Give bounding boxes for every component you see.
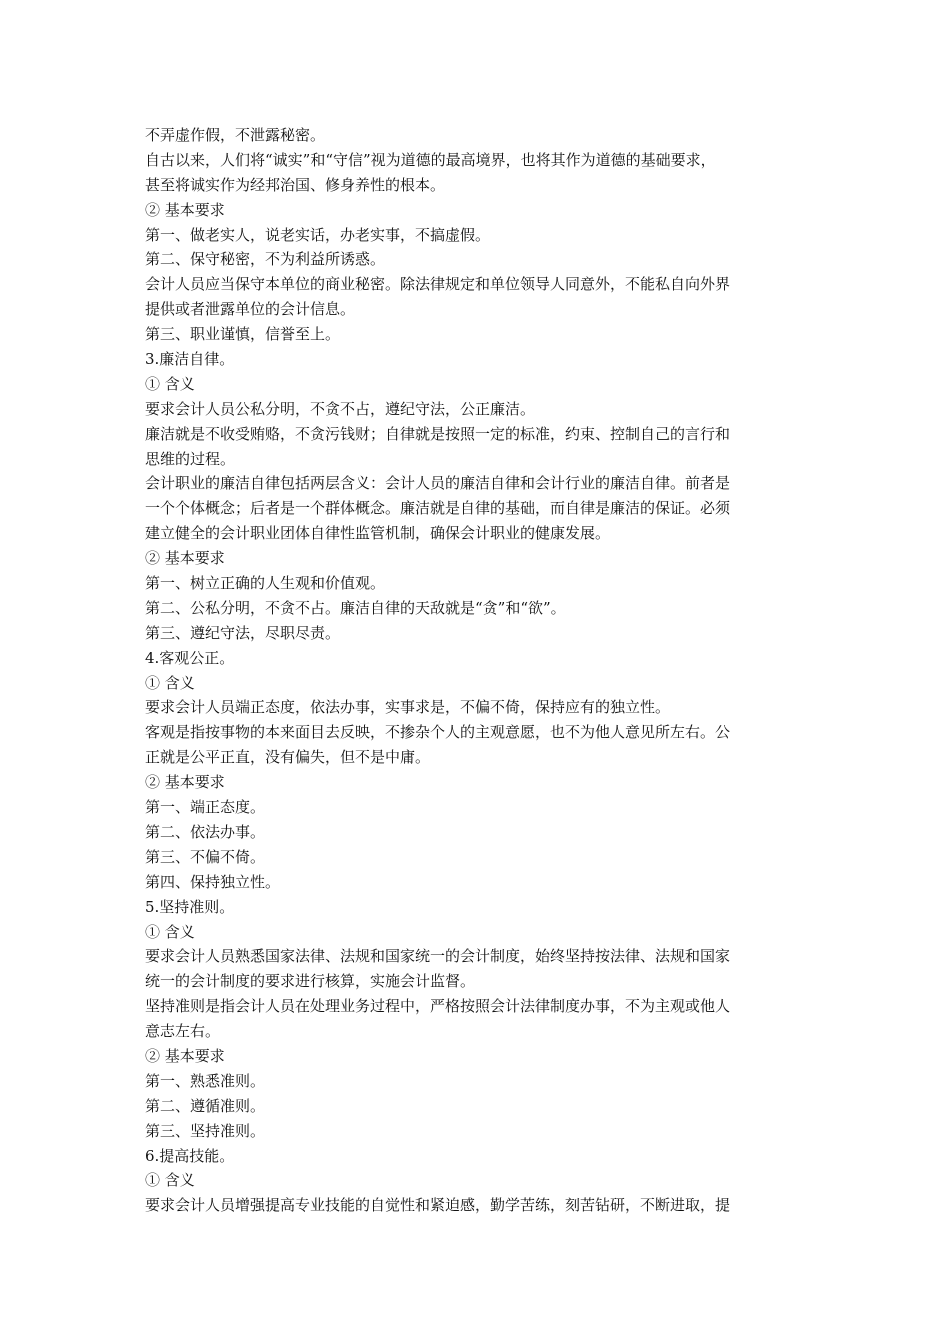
text-line: 思维的过程。 xyxy=(145,449,236,468)
text-line: ① 含义 xyxy=(145,922,195,941)
text-line: 统一的会计制度的要求进行核算，实施会计监督。 xyxy=(145,972,476,991)
text-line: ② 基本要求 xyxy=(145,773,225,792)
text-line: 第三、坚持准则。 xyxy=(145,1121,266,1140)
text-line: 意志左右。 xyxy=(145,1022,221,1041)
text-line: 甚至将诚实作为经邦治国、修身养性的根本。 xyxy=(145,175,446,194)
text-line: 会计职业的廉洁自律包括两层含义：会计人员的廉洁自律和会计行业的廉洁自律。前者是 xyxy=(145,474,731,493)
text-line: 第一、做老实人，说老实话，办老实事，不搞虚假。 xyxy=(145,225,491,244)
text-line: 要求会计人员端正态度，依法办事，实事求是，不偏不倚，保持应有的独立性。 xyxy=(145,698,671,717)
text-line: 正就是公平正直，没有偏失，但不是中庸。 xyxy=(145,748,431,767)
document-body xyxy=(145,123,810,1218)
text-line: 第四、保持独立性。 xyxy=(145,872,281,891)
text-line: 第三、职业谨慎，信誉至上。 xyxy=(145,325,341,344)
text-line: 4.客观公正。 xyxy=(145,648,235,667)
text-line: 一个个体概念；后者是一个群体概念。廉洁就是自律的基础，而自律是廉洁的保证。必须 xyxy=(145,499,731,518)
text-line: 会计人员应当保守本单位的商业秘密。除法律规定和单位领导人同意外，不能私自向外界 xyxy=(145,275,731,294)
text-line: 要求会计人员增强提高专业技能的自觉性和紧迫感，勤学苦练，刻苦钻研，不断进取，提 xyxy=(145,1196,731,1215)
text-line: 第三、遵纪守法，尽职尽责。 xyxy=(145,623,341,642)
text-line: 第三、不偏不倚。 xyxy=(145,847,266,866)
text-line: ② 基本要求 xyxy=(145,1046,225,1065)
text-line: 要求会计人员公私分明，不贪不占，遵纪守法，公正廉洁。 xyxy=(145,399,536,418)
text-line: 自古以来，人们将“诚实”和“守信”视为道德的最高境界，也将其作为道德的基础要求， xyxy=(145,150,716,169)
text-line: 廉洁就是不收受贿赂，不贪污钱财；自律就是按照一定的标准，约束、控制自己的言行和 xyxy=(145,424,731,443)
text-line: ② 基本要求 xyxy=(145,200,225,219)
text-line: ① 含义 xyxy=(145,1171,195,1190)
text-line: 第二、保守秘密，不为利益所诱惑。 xyxy=(145,250,386,269)
text-line: 3.廉洁自律。 xyxy=(145,350,235,369)
text-line: 建立健全的会计职业团体自律性监管机制，确保会计职业的健康发展。 xyxy=(145,524,611,543)
text-line: ① 含义 xyxy=(145,673,195,692)
text-line: 客观是指按事物的本来面目去反映，不掺杂个人的主观意愿，也不为他人意见所左右。公 xyxy=(145,723,731,742)
text-line: 第一、端正态度。 xyxy=(145,798,266,817)
text-line: 第二、依法办事。 xyxy=(145,822,266,841)
text-line: 要求会计人员熟悉国家法律、法规和国家统一的会计制度，始终坚持按法律、法规和国家 xyxy=(145,947,731,966)
text-line: 6.提高技能。 xyxy=(145,1146,235,1165)
text-line: 第二、公私分明，不贪不占。廉洁自律的天敌就是“贪”和“欲”。 xyxy=(145,598,566,617)
text-line: 坚持准则是指会计人员在处理业务过程中，严格按照会计法律制度办事，不为主观或他人 xyxy=(145,997,731,1016)
text-line: ② 基本要求 xyxy=(145,549,225,568)
text-line: 第一、树立正确的人生观和价值观。 xyxy=(145,574,386,593)
text-line: 第二、遵循准则。 xyxy=(145,1096,266,1115)
text-line: 提供或者泄露单位的会计信息。 xyxy=(145,300,356,319)
text-line: ① 含义 xyxy=(145,374,195,393)
text-line: 第一、熟悉准则。 xyxy=(145,1071,266,1090)
text-line: 5.坚持准则。 xyxy=(145,897,235,916)
text-line: 不弄虚作假，不泄露秘密。 xyxy=(145,126,326,144)
